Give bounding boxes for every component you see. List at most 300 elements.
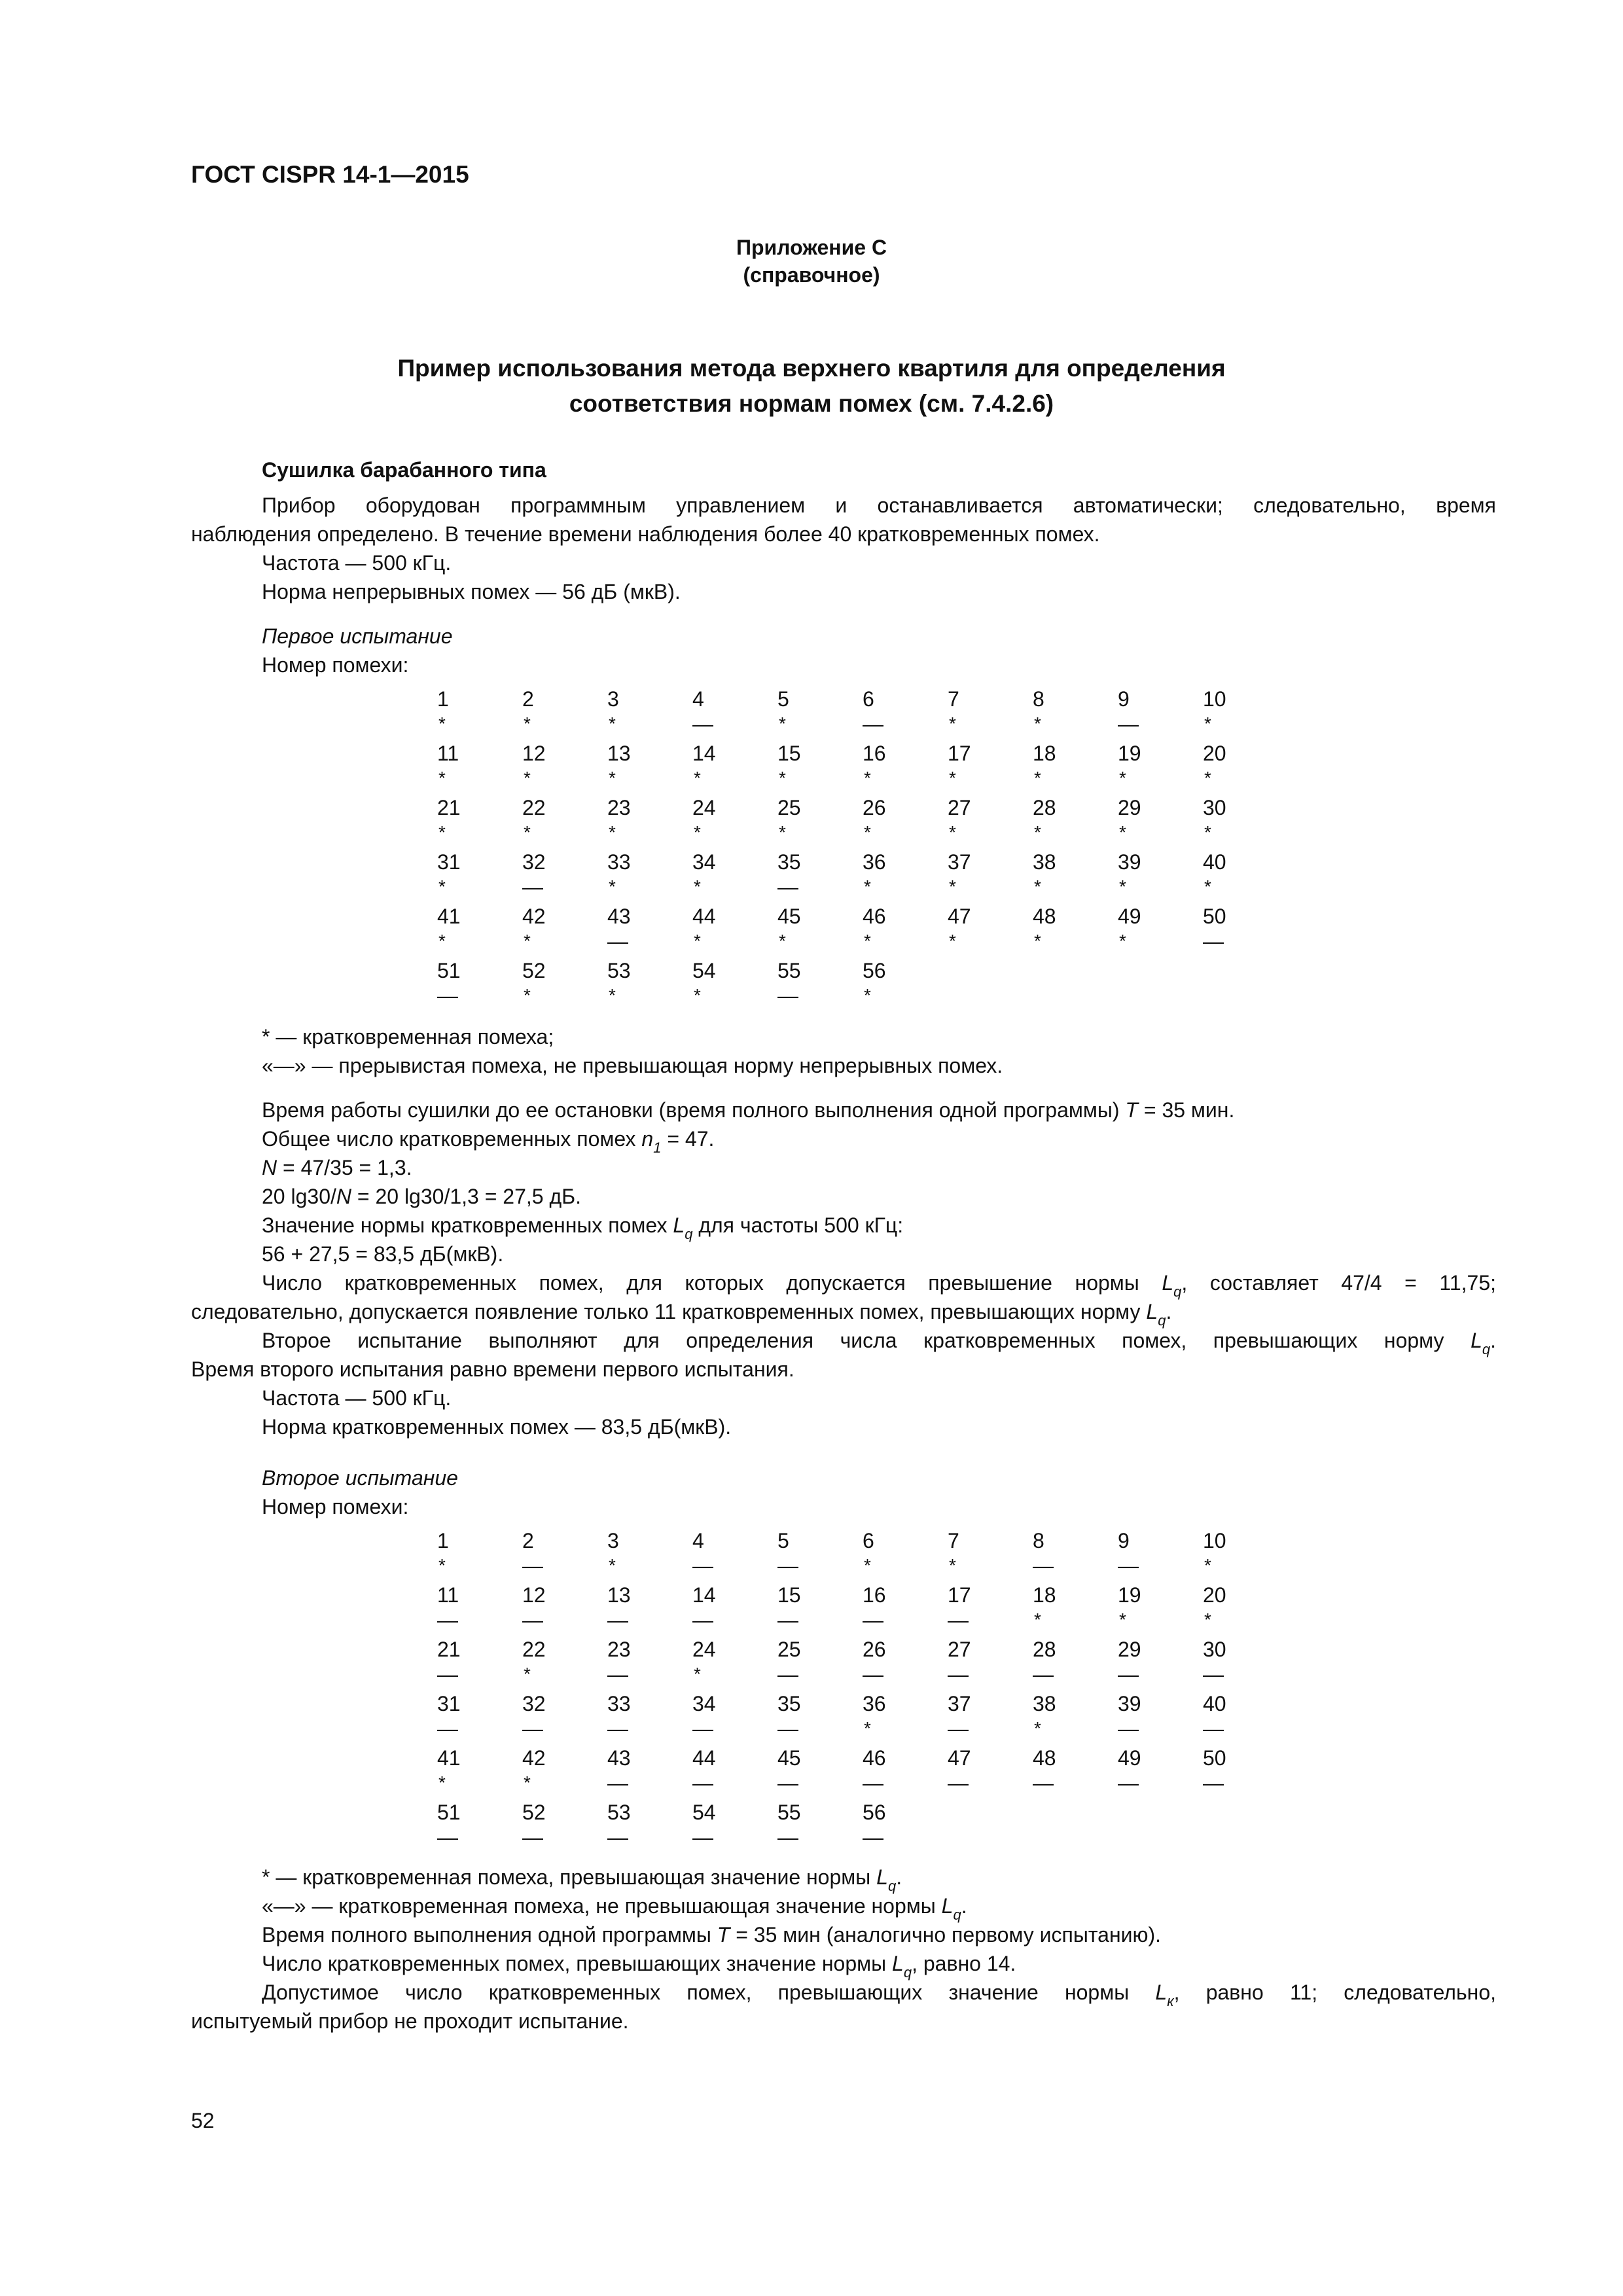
- test2-cell-29: [1118, 1636, 1170, 1686]
- star-mark: *: [1034, 931, 1041, 951]
- test2-cell-37: [948, 1691, 1000, 1740]
- interference-number: 4: [692, 687, 704, 711]
- star-mark: *: [1204, 1555, 1211, 1575]
- interference-number: 42: [522, 1746, 546, 1770]
- star-mark: *: [779, 822, 786, 842]
- star-mark: *: [949, 768, 956, 788]
- star-mark: *: [1034, 713, 1041, 734]
- interference-number: 41: [437, 905, 461, 928]
- interference-number: 27: [948, 796, 971, 819]
- interference-number: 6: [863, 1529, 874, 1552]
- interference-number: 15: [777, 742, 801, 765]
- test2-cell-31: [437, 1691, 490, 1740]
- star-mark: *: [864, 768, 871, 788]
- test2-cell-36: [863, 1691, 915, 1740]
- interference-number: 10: [1203, 1529, 1226, 1552]
- interference-number: 22: [522, 1638, 546, 1661]
- interference-number: 43: [607, 905, 631, 928]
- test1-cell-21: [437, 795, 490, 844]
- dash-mark: —: [863, 1771, 883, 1795]
- interference-number: 30: [1203, 796, 1226, 819]
- interference-number: 48: [1033, 1746, 1056, 1770]
- dash-mark: —: [777, 875, 798, 899]
- interference-number: 40: [1203, 1692, 1226, 1715]
- test2-cell-50: [1203, 1745, 1255, 1795]
- star-mark: *: [779, 713, 786, 734]
- test2-cell-23: [607, 1636, 660, 1686]
- star-mark: *: [779, 931, 786, 951]
- appendix-label: Приложение С: [736, 236, 887, 259]
- test1-cell-13: [607, 740, 660, 790]
- dash-mark: —: [607, 1717, 628, 1740]
- test1-cell-23: [607, 795, 660, 844]
- interference-number: 36: [863, 850, 886, 874]
- star-mark: *: [438, 876, 446, 897]
- test1-cell-40: [1203, 849, 1255, 899]
- test1-cell-51: [437, 958, 490, 1007]
- test1-cell-27: [948, 795, 1000, 844]
- test1-cell-41: [437, 903, 490, 953]
- test2-cell-42: [522, 1745, 575, 1795]
- test2-label: Второе испытание: [262, 1466, 458, 1490]
- dash-mark: —: [1033, 1771, 1054, 1795]
- interference-number: 29: [1118, 796, 1141, 819]
- test2-cell-4: [692, 1528, 745, 1577]
- calc-line-8: следовательно, допускается появление только 11 кратковременных помех, превышающих норму $L_q$.: [191, 1300, 1172, 1329]
- interference-number: 20: [1203, 742, 1226, 765]
- test2-cell-3: [607, 1528, 660, 1577]
- calc-line-3: N = 47/35 = 1,3.: [262, 1156, 412, 1179]
- star-mark: *: [694, 822, 701, 842]
- dash-mark: —: [607, 1662, 628, 1686]
- interference-number: 49: [1118, 1746, 1141, 1770]
- interference-number: 19: [1118, 742, 1141, 765]
- test1-cell-47: [948, 903, 1000, 953]
- interference-number: 47: [948, 905, 971, 928]
- test1-cell-3: [607, 686, 660, 736]
- star-mark: *: [1034, 1718, 1041, 1738]
- dash-mark: —: [1118, 1662, 1139, 1686]
- dash-mark: —: [863, 1662, 883, 1686]
- star-mark: *: [524, 713, 531, 734]
- interference-number: 13: [607, 742, 631, 765]
- star-mark: *: [1119, 822, 1126, 842]
- dash-mark: —: [777, 984, 798, 1007]
- calc-line-12: Норма кратковременных помех — 83,5 дБ(мкВ).: [262, 1415, 732, 1439]
- test1-cell-38: [1033, 849, 1085, 899]
- star-mark: *: [1034, 1609, 1041, 1630]
- test2-cell-32: [522, 1691, 575, 1740]
- interference-number: 43: [607, 1746, 631, 1770]
- test1-cell-10: [1203, 686, 1255, 736]
- interference-number: 7: [948, 1529, 959, 1552]
- interference-number: 51: [437, 959, 461, 982]
- interference-number: 11: [437, 742, 459, 765]
- interference-number: 18: [1033, 1583, 1056, 1607]
- dash-mark: —: [1118, 1554, 1139, 1577]
- intro-line-1: Прибор оборудован программным управлением и останавливается автоматически; следовательно, время: [262, 493, 1496, 517]
- dash-mark: —: [607, 1825, 628, 1849]
- dash-mark: —: [1033, 1662, 1054, 1686]
- calc-line-4: 20 lg30/N = 20 lg30/1,3 = 27,5 дБ.: [262, 1185, 582, 1208]
- test2-cell-24: [692, 1636, 745, 1686]
- test2-cell-38: [1033, 1691, 1085, 1740]
- test1-cell-56: [863, 958, 915, 1007]
- test2-cell-40: [1203, 1691, 1255, 1740]
- calc-line-11: Частота — 500 кГц.: [262, 1386, 452, 1410]
- interference-number: 3: [607, 687, 619, 711]
- test2-cell-20: [1203, 1582, 1255, 1632]
- interference-number: 25: [777, 1638, 801, 1661]
- conclusion-line-2: Число кратковременных помех, превышающих значение нормы $L_q$, равно 14.: [262, 1952, 1016, 1981]
- star-mark: *: [438, 768, 446, 788]
- test2-cell-18: [1033, 1582, 1085, 1632]
- test1-cell-1: [437, 686, 490, 736]
- star-mark: *: [524, 985, 531, 1005]
- test1-cell-49: [1118, 903, 1170, 953]
- test1-cell-42: [522, 903, 575, 953]
- dash-mark: —: [863, 1608, 883, 1632]
- interference-number: 53: [607, 1801, 631, 1824]
- interference-number: 5: [777, 687, 789, 711]
- test2-cell-25: [777, 1636, 830, 1686]
- dash-mark: —: [777, 1825, 798, 1849]
- star-mark: *: [609, 876, 616, 897]
- star-mark: *: [438, 931, 446, 951]
- appendix-type: (справочное): [743, 263, 880, 287]
- test2-cell-15: [777, 1582, 830, 1632]
- star-mark: *: [1204, 768, 1211, 788]
- interference-number: 5: [777, 1529, 789, 1552]
- interference-number: 10: [1203, 687, 1226, 711]
- test2-cell-8: [1033, 1528, 1085, 1577]
- test1-cell-30: [1203, 795, 1255, 844]
- interference-number: 46: [863, 905, 886, 928]
- interference-number: 16: [863, 742, 886, 765]
- conclusion-line-3: Допустимое число кратковременных помех, превышающих значение нормы $L_к$, равно 11; следовательно,: [262, 1981, 1497, 2009]
- interference-number: 12: [522, 742, 546, 765]
- interference-number: 8: [1033, 1529, 1044, 1552]
- test1-numbers-label: Номер помехи:: [262, 653, 409, 677]
- interference-number: 12: [522, 1583, 546, 1607]
- test1-cell-4: [692, 686, 745, 736]
- interference-number: 15: [777, 1583, 801, 1607]
- test1-cell-24: [692, 795, 745, 844]
- interference-number: 32: [522, 1692, 546, 1715]
- star-mark: *: [1204, 822, 1211, 842]
- test1-cell-19: [1118, 740, 1170, 790]
- star-mark: *: [1204, 1609, 1211, 1630]
- interference-number: 3: [607, 1529, 619, 1552]
- interference-number: 50: [1203, 1746, 1226, 1770]
- title-line-2: соответствия нормам помех (см. 7.4.2.6): [569, 390, 1054, 417]
- dash-mark: —: [607, 929, 628, 953]
- star-mark: *: [1204, 876, 1211, 897]
- interference-number: 26: [863, 1638, 886, 1661]
- dash-mark: —: [522, 1608, 543, 1632]
- interference-number: 53: [607, 959, 631, 982]
- test2-cell-12: [522, 1582, 575, 1632]
- star-mark: *: [864, 985, 871, 1005]
- interference-number: 24: [692, 1638, 716, 1661]
- test2-cell-22: [522, 1636, 575, 1686]
- test2-cell-48: [1033, 1745, 1085, 1795]
- test1-cell-52: [522, 958, 575, 1007]
- interference-number: 37: [948, 1692, 971, 1715]
- interference-number: 54: [692, 1801, 716, 1824]
- interference-number: 7: [948, 687, 959, 711]
- dash-mark: —: [1118, 1771, 1139, 1795]
- test2-cell-33: [607, 1691, 660, 1740]
- calc-line-5: Значение нормы кратковременных помех $L_q$ для частоты 500 кГц:: [262, 1213, 904, 1242]
- star-mark: *: [864, 876, 871, 897]
- dash-mark: —: [522, 875, 543, 899]
- interference-number: 55: [777, 959, 801, 982]
- test2-cell-27: [948, 1636, 1000, 1686]
- test2-cell-11: [437, 1582, 490, 1632]
- dash-mark: —: [863, 712, 883, 736]
- star-mark: *: [864, 931, 871, 951]
- star-mark: *: [609, 822, 616, 842]
- test1-cell-28: [1033, 795, 1085, 844]
- page-number: 52: [191, 2109, 215, 2132]
- test1-cell-33: [607, 849, 660, 899]
- star-mark: *: [524, 768, 531, 788]
- dash-mark: —: [437, 984, 458, 1007]
- star-mark: *: [438, 713, 446, 734]
- interference-number: 35: [777, 1692, 801, 1715]
- test1-cell-45: [777, 903, 830, 953]
- dash-mark: —: [1033, 1554, 1054, 1577]
- test1-cell-18: [1033, 740, 1085, 790]
- star-mark: *: [1119, 876, 1126, 897]
- interference-number: 6: [863, 687, 874, 711]
- interference-number: 29: [1118, 1638, 1141, 1661]
- dash-mark: —: [777, 1771, 798, 1795]
- test1-legend-star: * — кратковременная помеха;: [262, 1025, 554, 1049]
- test2-cell-2: [522, 1528, 575, 1577]
- test2-cell-52: [522, 1799, 575, 1849]
- test2-cell-35: [777, 1691, 830, 1740]
- interference-number: 38: [1033, 850, 1056, 874]
- test1-cell-9: [1118, 686, 1170, 736]
- star-mark: *: [949, 876, 956, 897]
- test2-cell-34: [692, 1691, 745, 1740]
- interference-number: 2: [522, 687, 534, 711]
- star-mark: *: [609, 713, 616, 734]
- star-mark: *: [1119, 768, 1126, 788]
- interference-number: 9: [1118, 1529, 1130, 1552]
- interference-number: 39: [1118, 1692, 1141, 1715]
- interference-number: 14: [692, 1583, 716, 1607]
- interference-number: 18: [1033, 742, 1056, 765]
- star-mark: *: [864, 822, 871, 842]
- test2-cell-39: [1118, 1691, 1170, 1740]
- star-mark: *: [524, 931, 531, 951]
- test1-cell-31: [437, 849, 490, 899]
- interference-number: 19: [1118, 1583, 1141, 1607]
- star-mark: *: [609, 768, 616, 788]
- star-mark: *: [694, 876, 701, 897]
- dash-mark: —: [692, 1717, 713, 1740]
- interference-number: 30: [1203, 1638, 1226, 1661]
- dash-mark: —: [607, 1608, 628, 1632]
- test1-cell-16: [863, 740, 915, 790]
- test2-cell-28: [1033, 1636, 1085, 1686]
- test1-cell-35: [777, 849, 830, 899]
- star-mark: *: [779, 768, 786, 788]
- star-mark: *: [1034, 822, 1041, 842]
- interference-number: 37: [948, 850, 971, 874]
- dash-mark: —: [948, 1662, 969, 1686]
- interference-number: 17: [948, 742, 971, 765]
- dash-mark: —: [777, 1662, 798, 1686]
- test2-cell-45: [777, 1745, 830, 1795]
- interference-number: 47: [948, 1746, 971, 1770]
- interference-number: 1: [437, 687, 449, 711]
- interference-number: 35: [777, 850, 801, 874]
- interference-number: 22: [522, 796, 546, 819]
- interference-number: 45: [777, 1746, 801, 1770]
- dash-mark: —: [777, 1717, 798, 1740]
- intro-frequency: Частота — 500 кГц.: [262, 551, 452, 575]
- dash-mark: —: [692, 712, 713, 736]
- dash-mark: —: [607, 1771, 628, 1795]
- dash-mark: —: [1118, 1717, 1139, 1740]
- interference-number: 20: [1203, 1583, 1226, 1607]
- star-mark: *: [949, 713, 956, 734]
- intro-norm: Норма непрерывных помех — 56 дБ (мкВ).: [262, 580, 681, 603]
- interference-number: 46: [863, 1746, 886, 1770]
- interference-number: 24: [692, 796, 716, 819]
- test2-cell-26: [863, 1636, 915, 1686]
- interference-number: 1: [437, 1529, 449, 1552]
- star-mark: *: [524, 1772, 531, 1793]
- dash-mark: —: [437, 1717, 458, 1740]
- test2-cell-54: [692, 1799, 745, 1849]
- test1-cell-17: [948, 740, 1000, 790]
- star-mark: *: [694, 985, 701, 1005]
- test1-cell-14: [692, 740, 745, 790]
- test2-cell-1: [437, 1528, 490, 1577]
- test2-cell-51: [437, 1799, 490, 1849]
- dash-mark: —: [948, 1608, 969, 1632]
- star-mark: *: [1119, 931, 1126, 951]
- test1-cell-34: [692, 849, 745, 899]
- dash-mark: —: [522, 1717, 543, 1740]
- dash-mark: —: [948, 1771, 969, 1795]
- interference-number: 8: [1033, 687, 1044, 711]
- interference-number: 56: [863, 959, 886, 982]
- conclusion-line-1: Время полного выполнения одной программы T = 35 мин (аналогично первому испытанию).: [262, 1923, 1162, 1946]
- star-mark: *: [1034, 768, 1041, 788]
- test1-cell-29: [1118, 795, 1170, 844]
- test1-cell-8: [1033, 686, 1085, 736]
- interference-number: 41: [437, 1746, 461, 1770]
- test2-cell-30: [1203, 1636, 1255, 1686]
- interference-number: 9: [1118, 687, 1130, 711]
- dash-mark: —: [692, 1554, 713, 1577]
- intro-line-2: наблюдения определено. В течение времени наблюдения более 40 кратковременных помех.: [191, 522, 1100, 546]
- star-mark: *: [949, 931, 956, 951]
- interference-number: 32: [522, 850, 546, 874]
- interference-number: 4: [692, 1529, 704, 1552]
- interference-number: 52: [522, 959, 546, 982]
- dash-mark: —: [692, 1771, 713, 1795]
- interference-number: 28: [1033, 1638, 1056, 1661]
- interference-number: 34: [692, 850, 716, 874]
- interference-number: 44: [692, 1746, 716, 1770]
- interference-number: 34: [692, 1692, 716, 1715]
- interference-number: 45: [777, 905, 801, 928]
- interference-number: 21: [437, 1638, 461, 1661]
- calc-line-6: 56 + 27,5 = 83,5 дБ(мкВ).: [262, 1242, 504, 1266]
- test2-cell-55: [777, 1799, 830, 1849]
- test1-cell-36: [863, 849, 915, 899]
- test2-cell-56: [863, 1799, 915, 1849]
- interference-number: 11: [437, 1583, 459, 1607]
- test2-cell-46: [863, 1745, 915, 1795]
- test2-legend-star: * — кратковременная помеха, превышающая значение нормы $L_q$.: [262, 1865, 902, 1894]
- test2-cell-53: [607, 1799, 660, 1849]
- interference-number: 23: [607, 1638, 631, 1661]
- dash-mark: —: [777, 1608, 798, 1632]
- dash-mark: —: [692, 1608, 713, 1632]
- dash-mark: —: [863, 1825, 883, 1849]
- test1-cell-26: [863, 795, 915, 844]
- interference-number: 2: [522, 1529, 534, 1552]
- interference-number: 44: [692, 905, 716, 928]
- interference-number: 56: [863, 1801, 886, 1824]
- test1-legend-dash: «—» — прерывистая помеха, не превышающая норму непрерывных помех.: [262, 1054, 1003, 1077]
- test1-cell-50: [1203, 903, 1255, 953]
- interference-number: 14: [692, 742, 716, 765]
- dash-mark: —: [437, 1608, 458, 1632]
- interference-number: 25: [777, 796, 801, 819]
- test2-cell-13: [607, 1582, 660, 1632]
- test2-cell-44: [692, 1745, 745, 1795]
- test2-cell-14: [692, 1582, 745, 1632]
- star-mark: *: [438, 1555, 446, 1575]
- test1-cell-11: [437, 740, 490, 790]
- test1-cell-2: [522, 686, 575, 736]
- test1-cell-39: [1118, 849, 1170, 899]
- interference-number: 54: [692, 959, 716, 982]
- test1-cell-48: [1033, 903, 1085, 953]
- interference-number: 48: [1033, 905, 1056, 928]
- test2-cell-16: [863, 1582, 915, 1632]
- star-mark: *: [949, 1555, 956, 1575]
- dash-mark: —: [522, 1554, 543, 1577]
- test2-cell-5: [777, 1528, 830, 1577]
- star-mark: *: [1204, 713, 1211, 734]
- test1-cell-43: [607, 903, 660, 953]
- dash-mark: —: [1203, 1662, 1224, 1686]
- section-heading: Сушилка барабанного типа: [262, 458, 546, 482]
- interference-number: 33: [607, 850, 631, 874]
- standard-header: ГОСТ CISPR 14-1—2015: [191, 161, 469, 188]
- dash-mark: —: [522, 1825, 543, 1849]
- test1-cell-54: [692, 958, 745, 1007]
- calc-line-7: Число кратковременных помех, для которых допускается превышение нормы $L_q$, составляет 47/4 = 11,75;: [262, 1271, 1496, 1300]
- test1-cell-6: [863, 686, 915, 736]
- test2-cell-7: [948, 1528, 1000, 1577]
- calc-line-10: Время второго испытания равно времени первого испытания.: [191, 1357, 794, 1381]
- test2-cell-10: [1203, 1528, 1255, 1577]
- star-mark: *: [609, 985, 616, 1005]
- star-mark: *: [694, 931, 701, 951]
- interference-number: 31: [437, 1692, 461, 1715]
